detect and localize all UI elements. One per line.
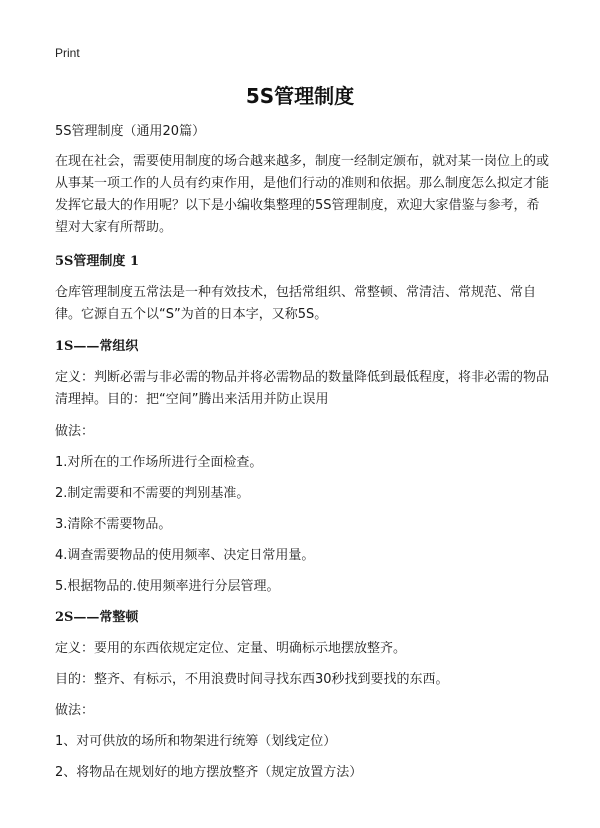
s2-method-label: 做法： — [55, 703, 95, 718]
document-body — [55, 121, 550, 793]
list-item: 2、将物品在规划好的地方摆放整齐（规定放置方法） — [55, 765, 363, 780]
list-item: 3.清除不需要物品。 — [55, 517, 172, 532]
s1-method-label: 做法： — [55, 424, 95, 439]
s2-definition: 定义：要用的东西依规定定位、定量、明确标示地摆放整齐。 — [55, 641, 407, 656]
s1-heading: 1S——常组织 — [55, 339, 139, 354]
intro-paragraph: 在现在社会，需要使用制度的场合越来越多，制度一经制定颁布，就对某一岗位上的或从事某一项工作的人员有约束作用，是他们行动的准则和依据。那么制度怎么拟定才能发挥它最大的作用呢？以下是小编收集整理的5S管理制度，欢迎大家借鉴与参考，希望对大家有所帮助。 — [55, 154, 550, 235]
page-title: 5S管理制度 — [245, 84, 355, 108]
document-subtitle: 5S管理制度（通用20篇） — [55, 124, 206, 139]
s2-heading: 2S——常整顿 — [55, 610, 139, 625]
list-item: 1.对所在的工作场所进行全面检查。 — [55, 455, 263, 470]
list-item: 2.制定需要和不需要的判别基准。 — [55, 486, 250, 501]
s2-purpose: 目的：整齐、有标示，不用浪费时间寻找东西30秒找到要找的东西。 — [55, 672, 449, 687]
list-item: 5.根据物品的.使用频率进行分层管理。 — [55, 579, 280, 594]
section-paragraph: 仓库管理制度五常法是一种有效技术，包括常组织、常整顿、常清洁、常规范、常自律。它源自五个以“S”为首的日本字，又称5S。 — [55, 285, 537, 322]
section-heading: 5S管理制度 1 — [55, 254, 140, 269]
s1-definition: 定义：判断必需与非必需的物品并将必需物品的数量降低到最低程度，将非必需的物品清理掉。目的：把“空间”腾出来活用并防止误用 — [55, 370, 550, 407]
list-item: 4.调查需要物品的使用频率、决定日常用量。 — [55, 548, 315, 563]
print-label: Print — [55, 46, 80, 60]
list-item: 1、对可供放的场所和物架进行统筹（划线定位） — [55, 734, 337, 749]
